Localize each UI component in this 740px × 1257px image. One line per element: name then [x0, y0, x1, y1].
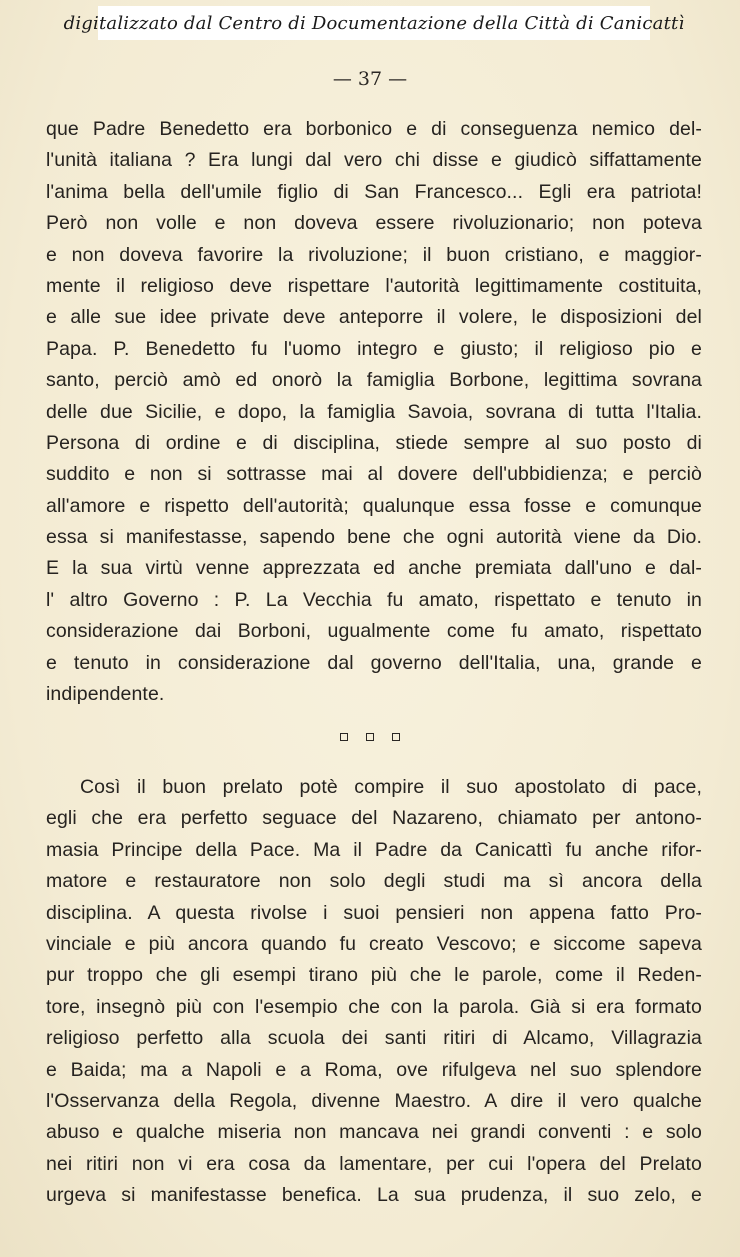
text-line: all'amore e rispetto dell'autorità; qualunque essa fosse e comunque: [46, 494, 702, 517]
text-line: delle due Sicilie, e dopo, la famiglia Savoia, sovrana di tutta l'Italia.: [46, 400, 702, 423]
separator-square-icon: [366, 733, 374, 741]
text-line: tore, insegnò più con l'esempio che con la parola. Già si era formato: [46, 995, 702, 1018]
paragraph-2: [46, 772, 702, 1211]
text-line: matore e restauratore non solo degli studi ma sì ancora della: [46, 870, 702, 893]
text-line: religioso perfetto alla scuola dei santi ritiri di Alcamo, Villagrazia: [46, 1027, 702, 1050]
separator-square-icon: [392, 733, 400, 741]
page-number: — 37 —: [332, 68, 408, 90]
text-line: l' altro Governo : P. La Vecchia fu amato, rispettato e tenuto in: [46, 588, 702, 611]
text-line: vinciale e più ancora quando fu creato Vescovo; e siccome sapeva: [46, 932, 702, 955]
text-line: essa si manifestasse, sapendo bene che ogni autorità viene da Dio.: [46, 526, 702, 549]
text-line: nei ritiri non vi era cosa da lamentare, per cui l'opera del Prelato: [46, 1152, 702, 1175]
text-line: Però non volle e non doveva essere rivoluzionario; non poteva: [46, 212, 702, 235]
text-line: pur troppo che gli esempi tirano più che le parole, come il Reden-: [46, 964, 702, 987]
text-line: e alle sue idee private deve anteporre il volere, le disposizioni del: [46, 306, 702, 329]
text-line: masia Principe della Pace. Ma il Padre da Canicattì fu anche rifor-: [46, 838, 702, 861]
section-separator: [0, 733, 740, 741]
separator-square-icon: [340, 733, 348, 741]
text-line: mente il religioso deve rispettare l'autorità legittimamente costituita,: [46, 274, 702, 297]
digitization-watermark: digitalizzato dal Centro di Documentazione della Città di Canicattì: [98, 6, 650, 40]
text-line: indipendente.: [46, 683, 165, 706]
paragraph-1: [46, 114, 702, 710]
text-line: l'anima bella dell'umile figlio di San Francesco... Egli era patriota!: [46, 180, 702, 203]
text-line: Così il buon prelato potè compire il suo apostolato di pace,: [80, 776, 702, 798]
text-line: abuso e qualche miseria non mancava nei grandi conventi : e solo: [46, 1121, 702, 1144]
text-line: e Baida; ma a Napoli e a Roma, ove rifulgeva nel suo splendore: [46, 1058, 702, 1081]
text-line: egli che era perfetto seguace del Nazareno, chiamato per antono-: [46, 807, 702, 830]
text-line: urgeva si manifestasse benefica. La sua prudenza, il suo zelo, e: [46, 1184, 702, 1207]
text-line: l'unità italiana ? Era lungi dal vero chi disse e giudicò siffattamente: [46, 149, 702, 172]
text-line: suddito e non si sottrasse mai al dovere dell'ubbidienza; e perciò: [46, 463, 702, 486]
text-line: e tenuto in considerazione dal governo dell'Italia, una, grande e: [46, 651, 702, 674]
text-line: l'Osservanza della Regola, divenne Maestro. A dire il vero qualche: [46, 1089, 702, 1112]
text-line: santo, perciò amò ed onorò la famiglia Borbone, legittima sovrana: [46, 369, 702, 392]
text-line: Persona di ordine e di disciplina, stiede sempre al suo posto di: [46, 431, 702, 454]
text-line: e non doveva favorire la rivoluzione; il buon cristiano, e maggior-: [46, 243, 702, 266]
text-line: que Padre Benedetto era borbonico e di conseguenza nemico del-: [46, 118, 702, 140]
text-line: E la sua virtù venne apprezzata ed anche premiata dall'uno e dal-: [46, 557, 702, 580]
text-line: disciplina. A questa rivolse i suoi pensieri non appena fatto Pro-: [46, 901, 702, 924]
text-line: considerazione dai Borboni, ugualmente come fu amato, rispettato: [46, 620, 702, 643]
text-line: Papa. P. Benedetto fu l'uomo integro e giusto; il religioso pio e: [46, 337, 702, 360]
